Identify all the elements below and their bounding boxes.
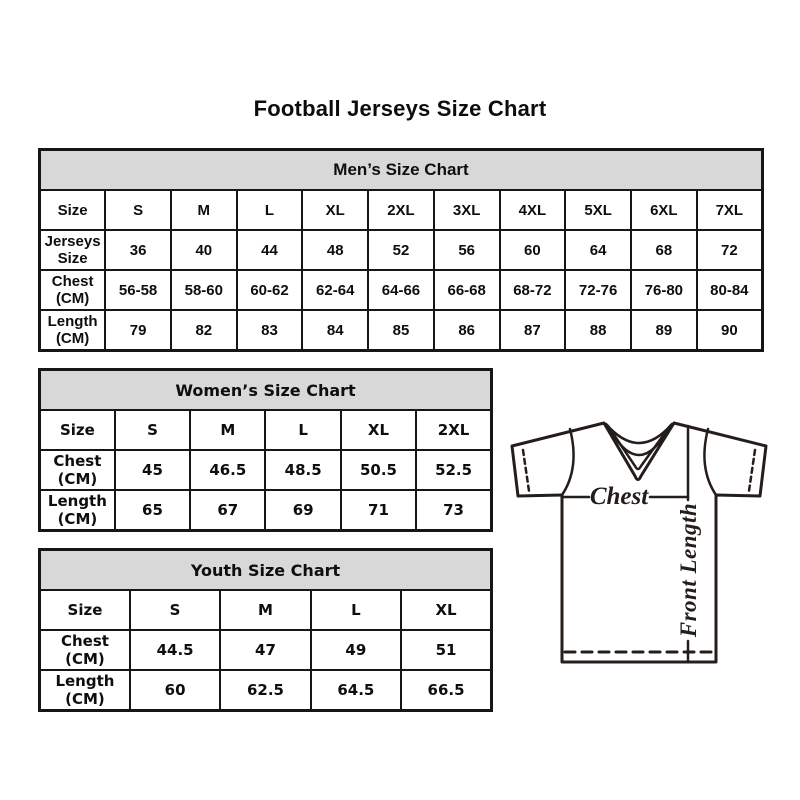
table-row — [40, 310, 763, 351]
mens-size-table — [38, 148, 764, 352]
table-cell: 66.5 — [401, 670, 491, 711]
jersey-outline — [512, 423, 766, 662]
table-cell: 72 — [697, 230, 763, 270]
table-cell: M — [220, 590, 310, 630]
table-cell: L — [311, 590, 401, 630]
table-header: Youth Size Chart — [40, 550, 492, 591]
row-label: Length (CM) — [40, 310, 106, 351]
table-cell: 48.5 — [265, 450, 340, 490]
table-cell: 80-84 — [697, 270, 763, 310]
table-row — [40, 630, 492, 670]
row-label: Size — [40, 590, 130, 630]
table-cell: 60 — [500, 230, 566, 270]
table-cell: 67 — [190, 490, 265, 531]
front-length-label: Front Length — [676, 502, 701, 638]
row-label: Size — [40, 410, 115, 450]
chest-label: Chest — [589, 483, 649, 510]
table-cell: 68-72 — [500, 270, 566, 310]
table-cell: 62.5 — [220, 670, 310, 711]
table-cell: 64-66 — [368, 270, 434, 310]
table-cell: 48 — [302, 230, 368, 270]
table-cell: S — [115, 410, 190, 450]
page-title: Football Jerseys Size Chart — [253, 96, 547, 121]
mens-size-chart — [38, 148, 764, 352]
row-label: Chest (CM) — [40, 450, 115, 490]
table-cell: 65 — [115, 490, 190, 531]
table-header: Men’s Size Chart — [40, 150, 763, 191]
table-cell: 60 — [130, 670, 220, 711]
table-cell: 44 — [237, 230, 303, 270]
youth-size-table — [38, 548, 493, 712]
table-cell: 51 — [401, 630, 491, 670]
table-row — [40, 490, 492, 531]
table-cell: 56 — [434, 230, 500, 270]
table-cell: 88 — [565, 310, 631, 351]
table-cell: 64.5 — [311, 670, 401, 711]
table-cell: 4XL — [500, 190, 566, 230]
table-header: Women’s Size Chart — [40, 370, 492, 411]
table-cell: S — [105, 190, 171, 230]
row-label: Chest (CM) — [40, 270, 106, 310]
table-cell: S — [130, 590, 220, 630]
table-row — [40, 670, 492, 711]
table-cell: 2XL — [416, 410, 491, 450]
table-cell: 60-62 — [237, 270, 303, 310]
table-cell: 84 — [302, 310, 368, 351]
table-cell: 87 — [500, 310, 566, 351]
table-row — [40, 590, 492, 630]
table-cell: 45 — [115, 450, 190, 490]
table-cell: 83 — [237, 310, 303, 351]
jersey-measurement-diagram — [500, 398, 778, 676]
table-row — [40, 270, 763, 310]
row-label: Length (CM) — [40, 670, 130, 711]
youth-size-chart — [38, 548, 493, 712]
table-cell: 52 — [368, 230, 434, 270]
table-cell: XL — [341, 410, 416, 450]
womens-size-table — [38, 368, 493, 532]
table-cell: 5XL — [565, 190, 631, 230]
table-cell: M — [171, 190, 237, 230]
table-cell: 82 — [171, 310, 237, 351]
table-cell: 64 — [565, 230, 631, 270]
table-cell: 69 — [265, 490, 340, 531]
table-cell: 89 — [631, 310, 697, 351]
table-cell: 66-68 — [434, 270, 500, 310]
table-cell: 62-64 — [302, 270, 368, 310]
table-cell: 72-76 — [565, 270, 631, 310]
table-cell: 86 — [434, 310, 500, 351]
table-cell: L — [237, 190, 303, 230]
table-cell: 7XL — [697, 190, 763, 230]
row-label: Length (CM) — [40, 490, 115, 531]
table-cell: M — [190, 410, 265, 450]
womens-size-chart — [38, 368, 493, 532]
row-label: Size — [40, 190, 106, 230]
table-cell: 44.5 — [130, 630, 220, 670]
table-cell: 79 — [105, 310, 171, 351]
table-cell: 46.5 — [190, 450, 265, 490]
table-cell: 50.5 — [341, 450, 416, 490]
table-cell: 73 — [416, 490, 491, 531]
table-cell: 49 — [311, 630, 401, 670]
table-cell: 71 — [341, 490, 416, 531]
table-cell: 52.5 — [416, 450, 491, 490]
table-cell: 90 — [697, 310, 763, 351]
table-cell: 85 — [368, 310, 434, 351]
table-cell: 47 — [220, 630, 310, 670]
table-cell: L — [265, 410, 340, 450]
row-label: Jerseys Size — [40, 230, 106, 270]
table-cell: 40 — [171, 230, 237, 270]
table-cell: 2XL — [368, 190, 434, 230]
row-label: Chest (CM) — [40, 630, 130, 670]
table-cell: 56-58 — [105, 270, 171, 310]
table-row — [40, 410, 492, 450]
table-cell: 36 — [105, 230, 171, 270]
table-cell: 68 — [631, 230, 697, 270]
table-cell: 6XL — [631, 190, 697, 230]
table-cell: XL — [302, 190, 368, 230]
table-row — [40, 230, 763, 270]
table-cell: 3XL — [434, 190, 500, 230]
table-row — [40, 450, 492, 490]
table-cell: 76-80 — [631, 270, 697, 310]
table-cell: XL — [401, 590, 491, 630]
table-cell: 58-60 — [171, 270, 237, 310]
table-row — [40, 190, 763, 230]
